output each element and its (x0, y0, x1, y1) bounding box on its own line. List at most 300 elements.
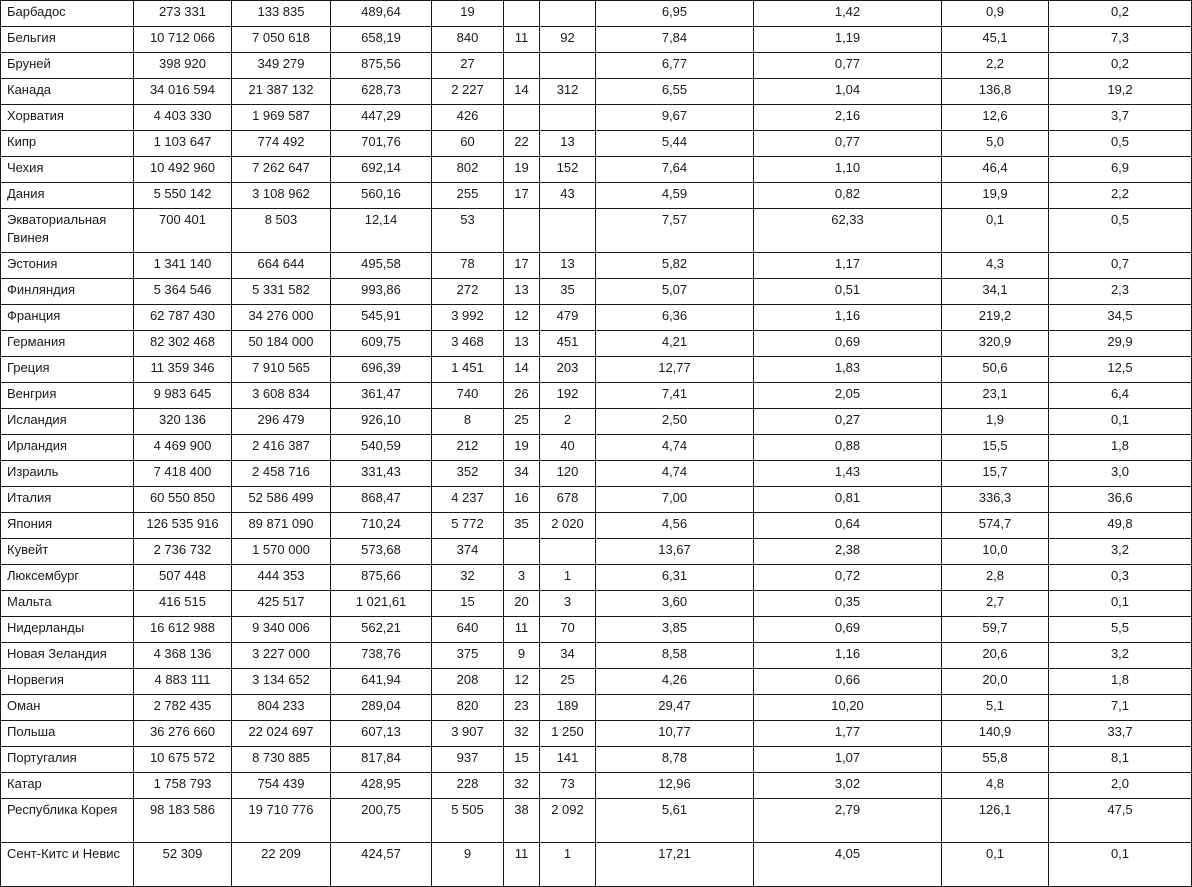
value-cell-4: 32 (432, 565, 504, 591)
value-cell-9: 19,9 (942, 183, 1049, 209)
table-row (1, 747, 1192, 773)
value-cell-4: 208 (432, 669, 504, 695)
value-cell-6 (540, 1, 596, 27)
value-cell-5: 20 (504, 591, 540, 617)
value-cell-6: 203 (540, 357, 596, 383)
value-cell-1: 4 368 136 (134, 643, 232, 669)
value-cell-7: 7,00 (596, 487, 754, 513)
value-cell-1: 82 302 468 (134, 331, 232, 357)
value-cell-7: 7,64 (596, 157, 754, 183)
value-cell-3: 331,43 (331, 461, 432, 487)
value-cell-7: 4,74 (596, 435, 754, 461)
value-cell-1: 126 535 916 (134, 513, 232, 539)
value-cell-1: 52 309 (134, 843, 232, 887)
value-cell-5: 9 (504, 643, 540, 669)
value-cell-10: 7,1 (1049, 695, 1192, 721)
value-cell-9: 15,7 (942, 461, 1049, 487)
country-cell: Чехия (1, 157, 134, 183)
value-cell-8: 1,77 (754, 721, 942, 747)
value-cell-3: 875,56 (331, 53, 432, 79)
value-cell-4: 426 (432, 105, 504, 131)
value-cell-8: 10,20 (754, 695, 942, 721)
value-cell-10: 34,5 (1049, 305, 1192, 331)
value-cell-8: 1,19 (754, 27, 942, 53)
value-cell-9: 50,6 (942, 357, 1049, 383)
value-cell-10: 0,1 (1049, 591, 1192, 617)
table-row (1, 695, 1192, 721)
value-cell-10: 36,6 (1049, 487, 1192, 513)
value-cell-9: 2,7 (942, 591, 1049, 617)
table-row (1, 591, 1192, 617)
value-cell-1: 1 341 140 (134, 253, 232, 279)
value-cell-8: 1,16 (754, 305, 942, 331)
value-cell-8: 1,10 (754, 157, 942, 183)
value-cell-10: 0,5 (1049, 131, 1192, 157)
country-cell: Сент-Китс и Невис (1, 843, 134, 887)
value-cell-4: 27 (432, 53, 504, 79)
value-cell-10: 3,7 (1049, 105, 1192, 131)
value-cell-6: 43 (540, 183, 596, 209)
country-cell: Венгрия (1, 383, 134, 409)
value-cell-9: 55,8 (942, 747, 1049, 773)
value-cell-2: 2 416 387 (232, 435, 331, 461)
value-cell-10: 12,5 (1049, 357, 1192, 383)
value-cell-4: 375 (432, 643, 504, 669)
value-cell-3: 495,58 (331, 253, 432, 279)
value-cell-5: 38 (504, 799, 540, 843)
value-cell-8: 1,07 (754, 747, 942, 773)
country-cell: Экваториальная Гвинея (1, 209, 134, 253)
value-cell-8: 2,16 (754, 105, 942, 131)
value-cell-8: 1,04 (754, 79, 942, 105)
country-cell: Новая Зеландия (1, 643, 134, 669)
value-cell-6: 25 (540, 669, 596, 695)
value-cell-2: 19 710 776 (232, 799, 331, 843)
value-cell-1: 34 016 594 (134, 79, 232, 105)
country-cell: Барбадос (1, 1, 134, 27)
value-cell-4: 15 (432, 591, 504, 617)
value-cell-8: 1,43 (754, 461, 942, 487)
value-cell-7: 4,59 (596, 183, 754, 209)
value-cell-6: 1 (540, 565, 596, 591)
value-cell-6: 1 250 (540, 721, 596, 747)
value-cell-5 (504, 53, 540, 79)
value-cell-1: 5 364 546 (134, 279, 232, 305)
value-cell-4: 9 (432, 843, 504, 887)
country-cell: Япония (1, 513, 134, 539)
value-cell-10: 0,5 (1049, 209, 1192, 253)
value-cell-4: 374 (432, 539, 504, 565)
value-cell-4: 937 (432, 747, 504, 773)
value-cell-1: 9 983 645 (134, 383, 232, 409)
value-cell-6: 13 (540, 253, 596, 279)
value-cell-8: 1,83 (754, 357, 942, 383)
value-cell-10: 0,2 (1049, 1, 1192, 27)
value-cell-7: 7,84 (596, 27, 754, 53)
value-cell-2: 1 969 587 (232, 105, 331, 131)
table-row (1, 721, 1192, 747)
value-cell-2: 349 279 (232, 53, 331, 79)
value-cell-5: 16 (504, 487, 540, 513)
table-row (1, 279, 1192, 305)
value-cell-4: 19 (432, 1, 504, 27)
value-cell-9: 140,9 (942, 721, 1049, 747)
country-cell: Исландия (1, 409, 134, 435)
value-cell-9: 336,3 (942, 487, 1049, 513)
table-row (1, 487, 1192, 513)
value-cell-2: 7 910 565 (232, 357, 331, 383)
value-cell-1: 4 469 900 (134, 435, 232, 461)
table-row (1, 383, 1192, 409)
value-cell-7: 10,77 (596, 721, 754, 747)
value-cell-7: 4,74 (596, 461, 754, 487)
table-row (1, 773, 1192, 799)
value-cell-3: 540,59 (331, 435, 432, 461)
country-cell: Хорватия (1, 105, 134, 131)
value-cell-2: 804 233 (232, 695, 331, 721)
value-cell-1: 4 403 330 (134, 105, 232, 131)
value-cell-4: 4 237 (432, 487, 504, 513)
value-cell-9: 59,7 (942, 617, 1049, 643)
value-cell-9: 34,1 (942, 279, 1049, 305)
value-cell-5: 15 (504, 747, 540, 773)
table-row (1, 357, 1192, 383)
value-cell-4: 740 (432, 383, 504, 409)
value-cell-7: 3,60 (596, 591, 754, 617)
value-cell-2: 34 276 000 (232, 305, 331, 331)
value-cell-5: 19 (504, 157, 540, 183)
value-cell-6: 13 (540, 131, 596, 157)
country-cell: Финляндия (1, 279, 134, 305)
value-cell-7: 17,21 (596, 843, 754, 887)
value-cell-5: 25 (504, 409, 540, 435)
value-cell-4: 352 (432, 461, 504, 487)
value-cell-4: 8 (432, 409, 504, 435)
value-cell-8: 1,42 (754, 1, 942, 27)
value-cell-2: 774 492 (232, 131, 331, 157)
value-cell-2: 664 644 (232, 253, 331, 279)
value-cell-4: 78 (432, 253, 504, 279)
value-cell-2: 22 209 (232, 843, 331, 887)
country-cell: Норвегия (1, 669, 134, 695)
value-cell-1: 1 103 647 (134, 131, 232, 157)
value-cell-6: 35 (540, 279, 596, 305)
value-cell-7: 7,41 (596, 383, 754, 409)
value-cell-3: 658,19 (331, 27, 432, 53)
value-cell-9: 126,1 (942, 799, 1049, 843)
value-cell-7: 3,85 (596, 617, 754, 643)
value-cell-8: 0,81 (754, 487, 942, 513)
value-cell-1: 7 418 400 (134, 461, 232, 487)
value-cell-10: 6,4 (1049, 383, 1192, 409)
value-cell-1: 10 492 960 (134, 157, 232, 183)
value-cell-2: 754 439 (232, 773, 331, 799)
value-cell-7: 5,61 (596, 799, 754, 843)
value-cell-1: 700 401 (134, 209, 232, 253)
value-cell-6: 3 (540, 591, 596, 617)
value-cell-6: 451 (540, 331, 596, 357)
value-cell-10: 0,1 (1049, 409, 1192, 435)
country-cell: Польша (1, 721, 134, 747)
value-cell-6: 192 (540, 383, 596, 409)
value-cell-7: 5,44 (596, 131, 754, 157)
table-row (1, 539, 1192, 565)
value-cell-9: 15,5 (942, 435, 1049, 461)
value-cell-6 (540, 539, 596, 565)
value-cell-3: 562,21 (331, 617, 432, 643)
value-cell-6: 73 (540, 773, 596, 799)
value-cell-9: 45,1 (942, 27, 1049, 53)
value-cell-10: 1,8 (1049, 669, 1192, 695)
country-cell: Кувейт (1, 539, 134, 565)
value-cell-2: 5 331 582 (232, 279, 331, 305)
value-cell-9: 574,7 (942, 513, 1049, 539)
value-cell-5: 13 (504, 279, 540, 305)
value-cell-5: 12 (504, 305, 540, 331)
value-cell-3: 641,94 (331, 669, 432, 695)
table-row (1, 131, 1192, 157)
table-row (1, 513, 1192, 539)
value-cell-10: 8,1 (1049, 747, 1192, 773)
value-cell-9: 10,0 (942, 539, 1049, 565)
value-cell-9: 0,9 (942, 1, 1049, 27)
value-cell-3: 428,95 (331, 773, 432, 799)
table-row (1, 79, 1192, 105)
value-cell-2: 444 353 (232, 565, 331, 591)
value-cell-2: 7 262 647 (232, 157, 331, 183)
value-cell-6: 312 (540, 79, 596, 105)
value-cell-8: 0,51 (754, 279, 942, 305)
value-cell-6: 678 (540, 487, 596, 513)
value-cell-10: 49,8 (1049, 513, 1192, 539)
value-cell-7: 9,67 (596, 105, 754, 131)
value-cell-7: 6,31 (596, 565, 754, 591)
table-row (1, 183, 1192, 209)
value-cell-7: 6,55 (596, 79, 754, 105)
value-cell-5: 11 (504, 617, 540, 643)
value-cell-9: 20,6 (942, 643, 1049, 669)
value-cell-5: 32 (504, 773, 540, 799)
value-cell-3: 710,24 (331, 513, 432, 539)
value-cell-3: 738,76 (331, 643, 432, 669)
value-cell-3: 875,66 (331, 565, 432, 591)
value-cell-5: 19 (504, 435, 540, 461)
value-cell-8: 2,79 (754, 799, 942, 843)
value-cell-8: 0,88 (754, 435, 942, 461)
value-cell-2: 8 730 885 (232, 747, 331, 773)
value-cell-2: 133 835 (232, 1, 331, 27)
country-cell: Эстония (1, 253, 134, 279)
value-cell-4: 255 (432, 183, 504, 209)
value-cell-8: 1,16 (754, 643, 942, 669)
value-cell-2: 7 050 618 (232, 27, 331, 53)
value-cell-6: 92 (540, 27, 596, 53)
value-cell-9: 5,0 (942, 131, 1049, 157)
country-cell: Греция (1, 357, 134, 383)
value-cell-2: 9 340 006 (232, 617, 331, 643)
value-cell-1: 273 331 (134, 1, 232, 27)
value-cell-5: 13 (504, 331, 540, 357)
value-cell-4: 212 (432, 435, 504, 461)
value-cell-10: 0,7 (1049, 253, 1192, 279)
value-cell-9: 0,1 (942, 209, 1049, 253)
value-cell-8: 2,05 (754, 383, 942, 409)
value-cell-8: 0,27 (754, 409, 942, 435)
value-cell-8: 2,38 (754, 539, 942, 565)
table-row (1, 669, 1192, 695)
country-cell: Кипр (1, 131, 134, 157)
value-cell-3: 200,75 (331, 799, 432, 843)
value-cell-10: 1,8 (1049, 435, 1192, 461)
value-cell-4: 3 907 (432, 721, 504, 747)
value-cell-1: 507 448 (134, 565, 232, 591)
value-cell-4: 3 468 (432, 331, 504, 357)
value-cell-5: 35 (504, 513, 540, 539)
table-row (1, 435, 1192, 461)
value-cell-7: 2,50 (596, 409, 754, 435)
value-cell-2: 3 227 000 (232, 643, 331, 669)
value-cell-5: 14 (504, 357, 540, 383)
value-cell-10: 2,0 (1049, 773, 1192, 799)
value-cell-7: 5,82 (596, 253, 754, 279)
value-cell-6: 40 (540, 435, 596, 461)
value-cell-1: 2 736 732 (134, 539, 232, 565)
value-cell-6: 2 092 (540, 799, 596, 843)
value-cell-5 (504, 209, 540, 253)
value-cell-6: 1 (540, 843, 596, 887)
value-cell-8: 0,35 (754, 591, 942, 617)
value-cell-2: 22 024 697 (232, 721, 331, 747)
value-cell-3: 696,39 (331, 357, 432, 383)
value-cell-6: 141 (540, 747, 596, 773)
value-cell-8: 62,33 (754, 209, 942, 253)
value-cell-7: 6,36 (596, 305, 754, 331)
value-cell-2: 89 871 090 (232, 513, 331, 539)
value-cell-9: 2,8 (942, 565, 1049, 591)
value-cell-10: 3,2 (1049, 539, 1192, 565)
value-cell-4: 820 (432, 695, 504, 721)
table-row (1, 843, 1192, 887)
country-cell: Израиль (1, 461, 134, 487)
value-cell-3: 701,76 (331, 131, 432, 157)
value-cell-7: 6,77 (596, 53, 754, 79)
value-cell-7: 8,58 (596, 643, 754, 669)
value-cell-2: 425 517 (232, 591, 331, 617)
value-cell-9: 46,4 (942, 157, 1049, 183)
value-cell-8: 0,77 (754, 53, 942, 79)
value-cell-2: 8 503 (232, 209, 331, 253)
value-cell-2: 52 586 499 (232, 487, 331, 513)
value-cell-7: 4,56 (596, 513, 754, 539)
value-cell-5: 3 (504, 565, 540, 591)
value-cell-6: 120 (540, 461, 596, 487)
value-cell-4: 272 (432, 279, 504, 305)
value-cell-10: 2,2 (1049, 183, 1192, 209)
value-cell-4: 3 992 (432, 305, 504, 331)
value-cell-3: 424,57 (331, 843, 432, 887)
value-cell-10: 2,3 (1049, 279, 1192, 305)
table-row (1, 643, 1192, 669)
value-cell-1: 398 920 (134, 53, 232, 79)
value-cell-3: 607,13 (331, 721, 432, 747)
table-row (1, 53, 1192, 79)
table-row (1, 409, 1192, 435)
value-cell-5: 14 (504, 79, 540, 105)
value-cell-10: 0,3 (1049, 565, 1192, 591)
value-cell-7: 7,57 (596, 209, 754, 253)
value-cell-5: 17 (504, 253, 540, 279)
value-cell-6: 189 (540, 695, 596, 721)
value-cell-3: 1 021,61 (331, 591, 432, 617)
value-cell-3: 12,14 (331, 209, 432, 253)
country-cell: Нидерланды (1, 617, 134, 643)
value-cell-6: 34 (540, 643, 596, 669)
value-cell-5: 34 (504, 461, 540, 487)
value-cell-1: 2 782 435 (134, 695, 232, 721)
value-cell-9: 23,1 (942, 383, 1049, 409)
value-cell-9: 12,6 (942, 105, 1049, 131)
value-cell-7: 8,78 (596, 747, 754, 773)
value-cell-6: 479 (540, 305, 596, 331)
value-cell-3: 692,14 (331, 157, 432, 183)
value-cell-8: 4,05 (754, 843, 942, 887)
value-cell-10: 0,2 (1049, 53, 1192, 79)
value-cell-3: 489,64 (331, 1, 432, 27)
value-cell-2: 3 108 962 (232, 183, 331, 209)
value-cell-8: 0,72 (754, 565, 942, 591)
country-cell: Катар (1, 773, 134, 799)
value-cell-4: 640 (432, 617, 504, 643)
value-cell-7: 13,67 (596, 539, 754, 565)
country-cell: Оман (1, 695, 134, 721)
country-cell: Мальта (1, 591, 134, 617)
value-cell-3: 926,10 (331, 409, 432, 435)
value-cell-6: 2 020 (540, 513, 596, 539)
value-cell-4: 5 505 (432, 799, 504, 843)
country-cell: Ирландия (1, 435, 134, 461)
value-cell-5 (504, 105, 540, 131)
value-cell-5: 32 (504, 721, 540, 747)
value-cell-1: 10 675 572 (134, 747, 232, 773)
value-cell-6: 152 (540, 157, 596, 183)
value-cell-6 (540, 53, 596, 79)
value-cell-9: 2,2 (942, 53, 1049, 79)
country-cell: Франция (1, 305, 134, 331)
country-cell: Бельгия (1, 27, 134, 53)
value-cell-8: 3,02 (754, 773, 942, 799)
value-cell-4: 1 451 (432, 357, 504, 383)
value-cell-2: 3 608 834 (232, 383, 331, 409)
value-cell-9: 136,8 (942, 79, 1049, 105)
value-cell-10: 3,0 (1049, 461, 1192, 487)
value-cell-1: 16 612 988 (134, 617, 232, 643)
value-cell-6 (540, 105, 596, 131)
value-cell-5: 23 (504, 695, 540, 721)
table-row (1, 331, 1192, 357)
value-cell-6 (540, 209, 596, 253)
value-cell-10: 29,9 (1049, 331, 1192, 357)
value-cell-3: 628,73 (331, 79, 432, 105)
value-cell-9: 320,9 (942, 331, 1049, 357)
value-cell-7: 5,07 (596, 279, 754, 305)
value-cell-10: 33,7 (1049, 721, 1192, 747)
value-cell-1: 62 787 430 (134, 305, 232, 331)
value-cell-3: 560,16 (331, 183, 432, 209)
value-cell-4: 53 (432, 209, 504, 253)
value-cell-8: 0,64 (754, 513, 942, 539)
country-cell: Португалия (1, 747, 134, 773)
value-cell-1: 320 136 (134, 409, 232, 435)
